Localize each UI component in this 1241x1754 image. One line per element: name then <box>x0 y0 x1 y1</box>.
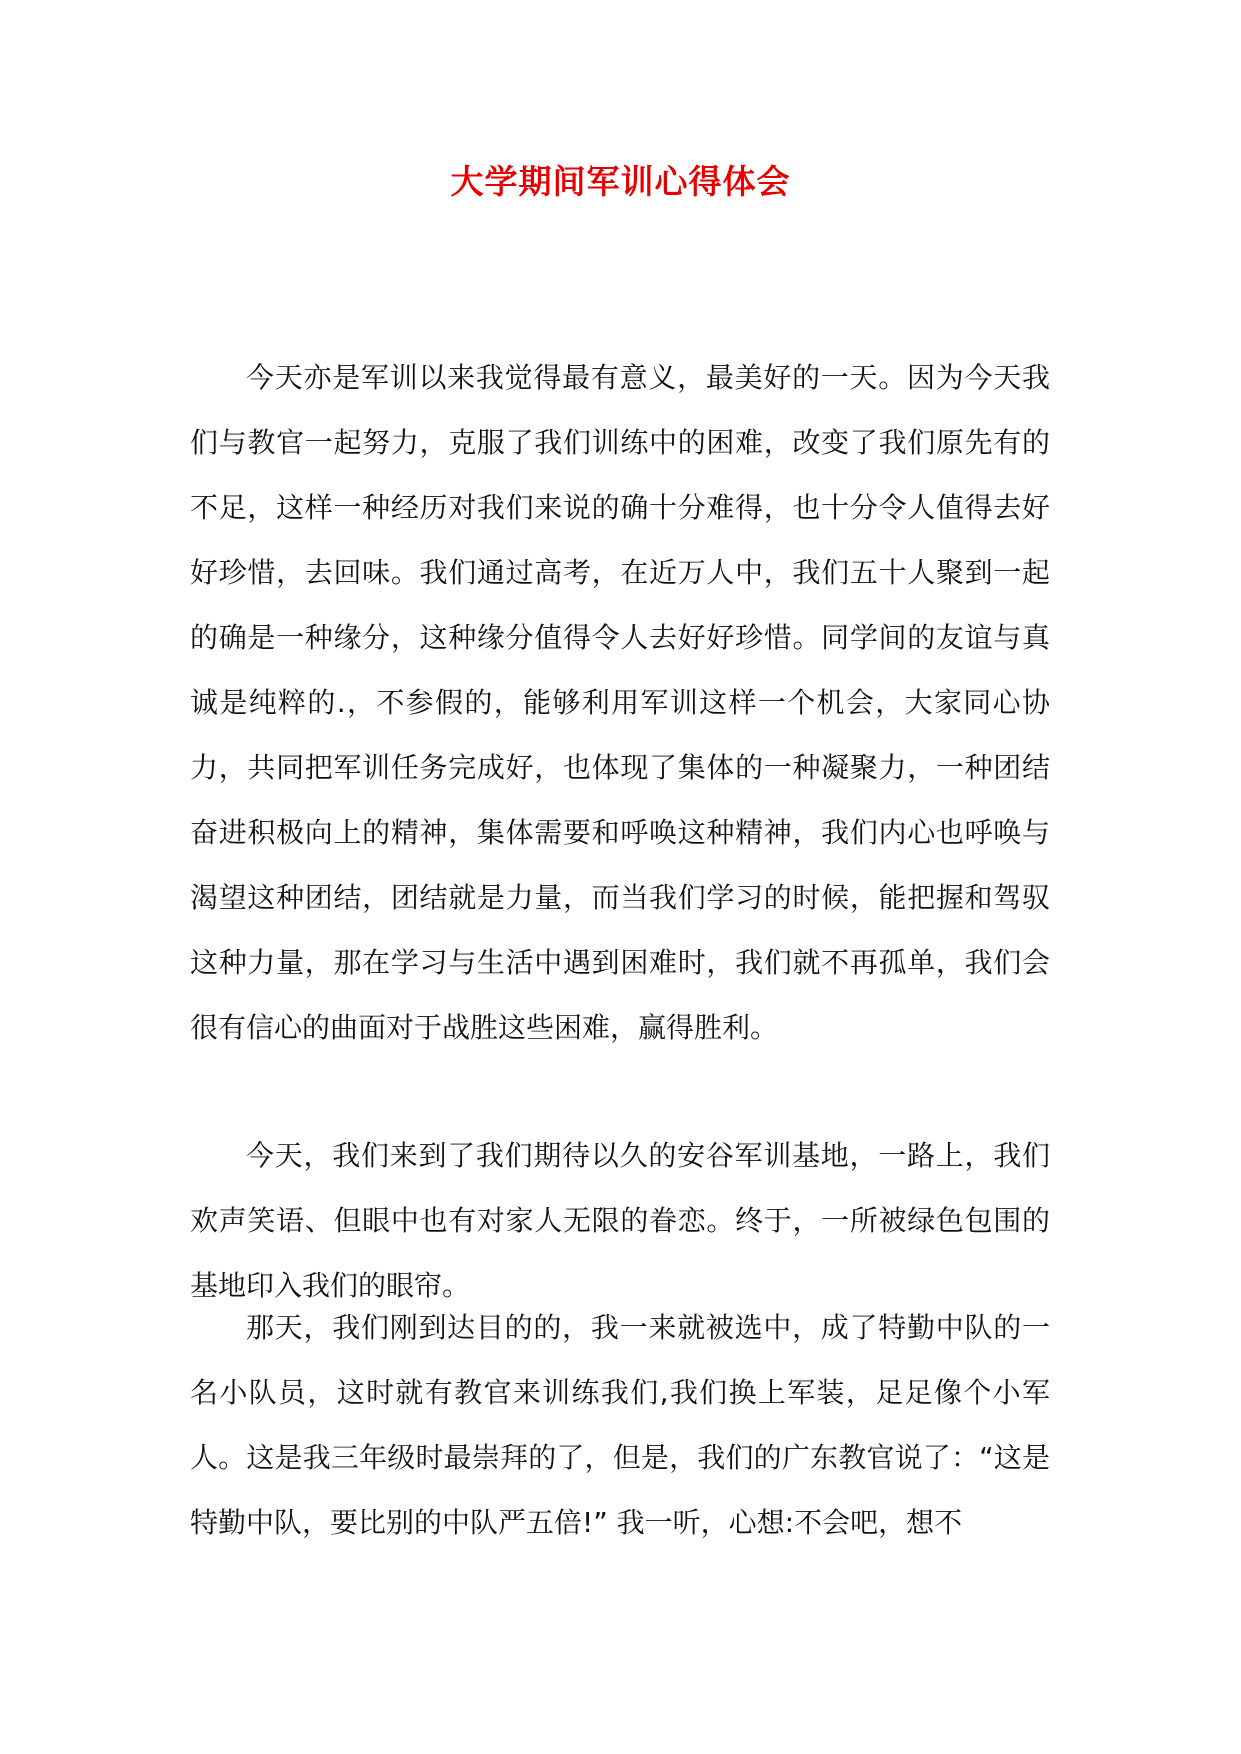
paragraph-2: 今天，我们来到了我们期待以久的安谷军训基地，一路上，我们欢声笑语、但眼中也有对家人无限的眷恋。终于，一所被绿色包围的基地印入我们的眼帘。 <box>190 1139 1050 1302</box>
document-title: 大学期间军训心得体会 <box>450 162 791 201</box>
paragraph-2-block <box>190 1123 1050 1318</box>
paragraph-1-block <box>190 345 1050 1060</box>
paragraph-1: 今天亦是军训以来我觉得最有意义，最美好的一天。因为今天我们与教官一起努力，克服了我们训练中的困难，改变了我们原先有的不足，这样一种经历对我们来说的确十分难得，也十分令人值得去好好珍惜，去回味。我们通过高考，在近万人中，我们五十人聚到一起的确是一种缘分，这种缘分值得令人去好好珍惜。同学间的友谊与真诚是纯粹的.，不参假的，能够利用军训这样一个机会，大家同心协力，共同把军训任务完成好，也体现了集体的一种凝聚力，一种团结奋进积极向上的精神，集体需要和呼唤这种精神，我们内心也呼唤与渴望这种团结，团结就是力量，而当我们学习的时候，能把握和驾驭这种力量，那在学习与生活中遇到困难时，我们就不再孤单，我们会很有信心的曲面对于战胜这些困难，赢得胜利。 <box>190 361 1050 1044</box>
paragraph-3-block <box>190 1295 1050 1555</box>
paragraph-3: 那天，我们刚到达目的的，我一来就被选中，成了特勤中队的一名小队员，这时就有教官来训练我们,我们换上军装，足足像个小军人。这是我三年级时最崇拜的了，但是，我们的广东教官说了：“这是特勤中队，要比别的中队严五倍!” 我一听，心想:不会吧，想不 <box>190 1311 1050 1539</box>
